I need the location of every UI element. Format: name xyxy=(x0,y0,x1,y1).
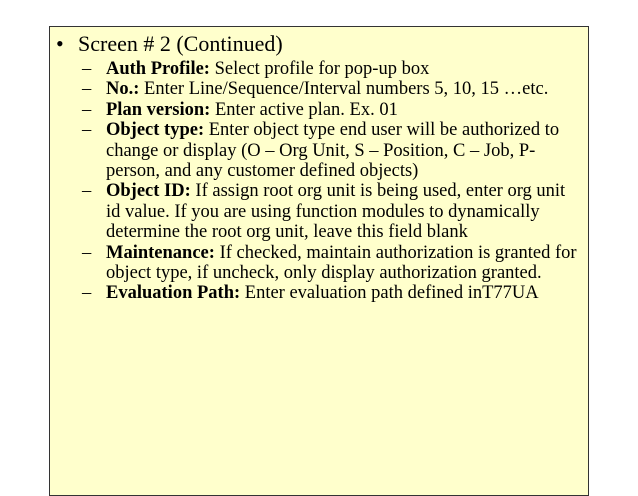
sub-bullet-label: No.: xyxy=(106,79,140,100)
sub-bullet-object-id xyxy=(82,181,582,242)
sub-bullet-marker: – xyxy=(82,59,92,79)
sub-bullet-text: Enter object type end user will be authorized to change or display (O – Org Unit, S – Position, C – Job, P- person, and any customer defined objects) xyxy=(106,120,560,182)
sub-bullet-label: Auth Profile: xyxy=(106,59,210,79)
sub-bullet-auth-profile xyxy=(82,59,582,79)
sub-bullet-label: Evaluation Path: xyxy=(106,283,241,304)
main-bullet xyxy=(56,31,283,57)
main-bullet-marker: • xyxy=(56,31,64,56)
sub-bullet-marker: – xyxy=(82,242,92,263)
sub-bullet-list xyxy=(82,59,582,304)
sub-bullet-label: Maintenance: xyxy=(106,242,215,263)
sub-bullet-object-type xyxy=(82,120,582,181)
sub-bullet-text: Enter active plan. Ex. 01 xyxy=(210,99,398,120)
sub-bullet-text: Enter Line/Sequence/Interval numbers 5, 10, 15 …etc. xyxy=(139,79,549,100)
sub-bullet-label: Object type: xyxy=(106,120,205,141)
sub-bullet-marker: – xyxy=(82,99,92,120)
sub-bullet-text: If checked, maintain authorization is granted for object type, if uncheck, only display authorization granted. xyxy=(106,242,577,284)
sub-bullet-plan-version xyxy=(82,100,582,120)
sub-bullet-label: Object ID: xyxy=(106,181,191,202)
sub-bullet-marker: – xyxy=(82,283,92,304)
sub-bullet-label: Plan version: xyxy=(106,99,211,120)
sub-bullet-marker: – xyxy=(82,120,92,141)
sub-bullet-text: If assign root org unit is being used, enter org unit id value. If you are using function modules to dynamically determine the root org unit, leave this field blank xyxy=(106,181,566,243)
main-bullet-text: Screen # 2 (Continued) xyxy=(78,31,283,56)
sub-bullet-marker: – xyxy=(82,79,92,100)
sub-bullet-marker: – xyxy=(82,181,92,202)
sub-bullet-no xyxy=(82,79,582,99)
sub-bullet-maintenance xyxy=(82,243,582,284)
sub-bullet-text: Enter evaluation path defined inT77UA xyxy=(240,283,539,304)
sub-bullet-text: Select profile for pop-up box xyxy=(209,59,430,79)
sub-bullet-evaluation-path xyxy=(82,283,582,303)
